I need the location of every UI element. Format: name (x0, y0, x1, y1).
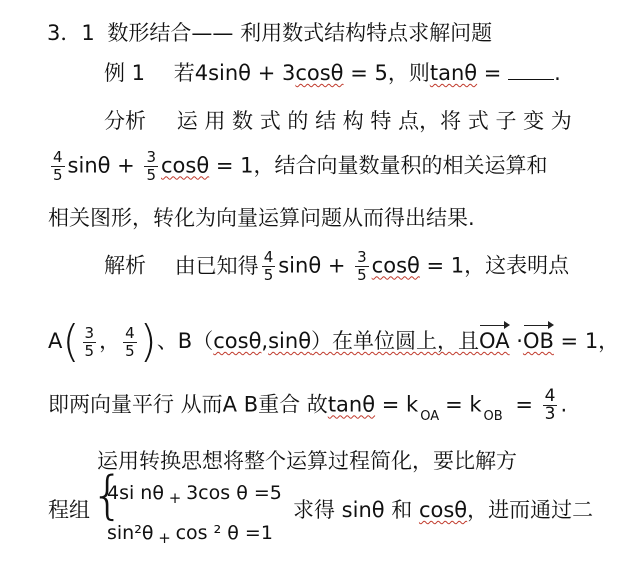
example-line (104, 60, 561, 86)
analysis-sin: sinθ (67, 153, 111, 178)
solution-sin: sinθ (278, 253, 322, 278)
conclusion-lead: 程组 (48, 498, 90, 522)
vector-ob: OB (522, 329, 554, 353)
analysis-line-3 (48, 205, 475, 231)
conclusion-tail: 求得 sinθ 和 cosθ，进而通过二 (293, 498, 594, 522)
section-number: 3．1 (47, 21, 95, 45)
point-b-lead: 、B（ (156, 329, 214, 353)
example-text-b: = 5，则 (343, 61, 430, 85)
example-cos: cosθ (295, 61, 344, 85)
subscript-ob: OB (483, 408, 503, 424)
point-a: A (48, 329, 63, 353)
solution-frac-1: $\frac{4}{5}$ (263, 248, 274, 284)
analysis-frac-2: $\frac{3}{5}$ (146, 148, 156, 184)
left-paren: ( (62, 316, 80, 367)
example-tan: tanθ (429, 61, 478, 85)
example-label: 例 1 (104, 61, 146, 85)
example-text-c: = (477, 61, 509, 85)
solution-tan: tanθ (327, 392, 376, 417)
analysis-text-3: 相关图形，转化为向量运算问题从而得出结果. (48, 206, 475, 230)
solution-line-2: A( $\frac{3}{5}$ ， $\frac{4}{5}$ )、B（cosθ,sinθ）在单位圆上，且OA ·OB = 1， (48, 316, 619, 367)
analysis-line-1 (104, 108, 572, 134)
conclusion-text-1: 运用转换思想将整个运算过程简化，要比解方 (97, 449, 517, 473)
point-a-x: $\frac{3}{5}$ (84, 323, 95, 360)
solution-cos: cosθ (371, 253, 420, 278)
section-title (47, 20, 492, 46)
solution-line-3: 即两向量平行 从而A B重合 故tanθ = k $_{OA}$ = k $_{OB}$ = $\frac{4}{3}$ . (48, 386, 568, 424)
solution-lead: 由已知得 (174, 253, 259, 278)
system-equation-2: sin²θ $_+$ cos ² θ =1 (107, 522, 273, 547)
conclusion-line-1 (97, 448, 517, 474)
analysis-cos: cosθ (160, 153, 210, 178)
point-b-sin: sinθ (268, 329, 312, 353)
unit-circle-text: ）在单位圆上，且 (311, 329, 480, 353)
solution-frac-2: $\frac{3}{5}$ (357, 248, 367, 284)
result-fraction: $\frac{4}{3}$ (544, 386, 556, 424)
dot-product-eq: = 1， (553, 329, 619, 353)
example-text-a: 若4sinθ + 3 (173, 61, 296, 85)
point-b-cos: cosθ (213, 329, 262, 353)
subscript-oa: OA (420, 408, 440, 424)
system-brace: { (91, 466, 125, 526)
section-heading: 数形结合—— 利用数式结构特点求解问题 (107, 21, 493, 45)
point-a-y: $\frac{4}{5}$ (125, 323, 135, 360)
solution-label: 解析 (104, 253, 146, 278)
analysis-label: 分析 (104, 109, 146, 133)
parallel-text: 即两向量平行 从而A B重合 故 (48, 392, 328, 417)
analysis-frac-1: $\frac{4}{5}$ (53, 148, 63, 184)
analysis-line-2: $\frac{4}{5}$ sinθ + $\frac{3}{5}$ cosθ = 1，结合向量数量积的相关运算和 (53, 148, 548, 184)
analysis-text-2: = 1，结合向量数量积的相关运算和 (209, 153, 548, 178)
vector-oa: OA (479, 329, 510, 353)
solution-line-1: 解析 由已知得 $\frac{4}{5}$ sinθ + $\frac{3}{5}$ cosθ = 1，这表明点 (104, 248, 570, 284)
system-equation-1: 4si nθ $_+$ 3cos θ =5 (107, 482, 282, 507)
right-paren: ) (139, 316, 157, 367)
answer-blank (508, 61, 554, 80)
solution-rest-1: = 1，这表明点 (419, 253, 570, 278)
conclusion-cos: cosθ (418, 498, 468, 522)
example-period: . (554, 61, 561, 85)
analysis-text-1: 运 用 数 式 的 结 构 特 点，将 式 子 变 为 (176, 109, 572, 133)
